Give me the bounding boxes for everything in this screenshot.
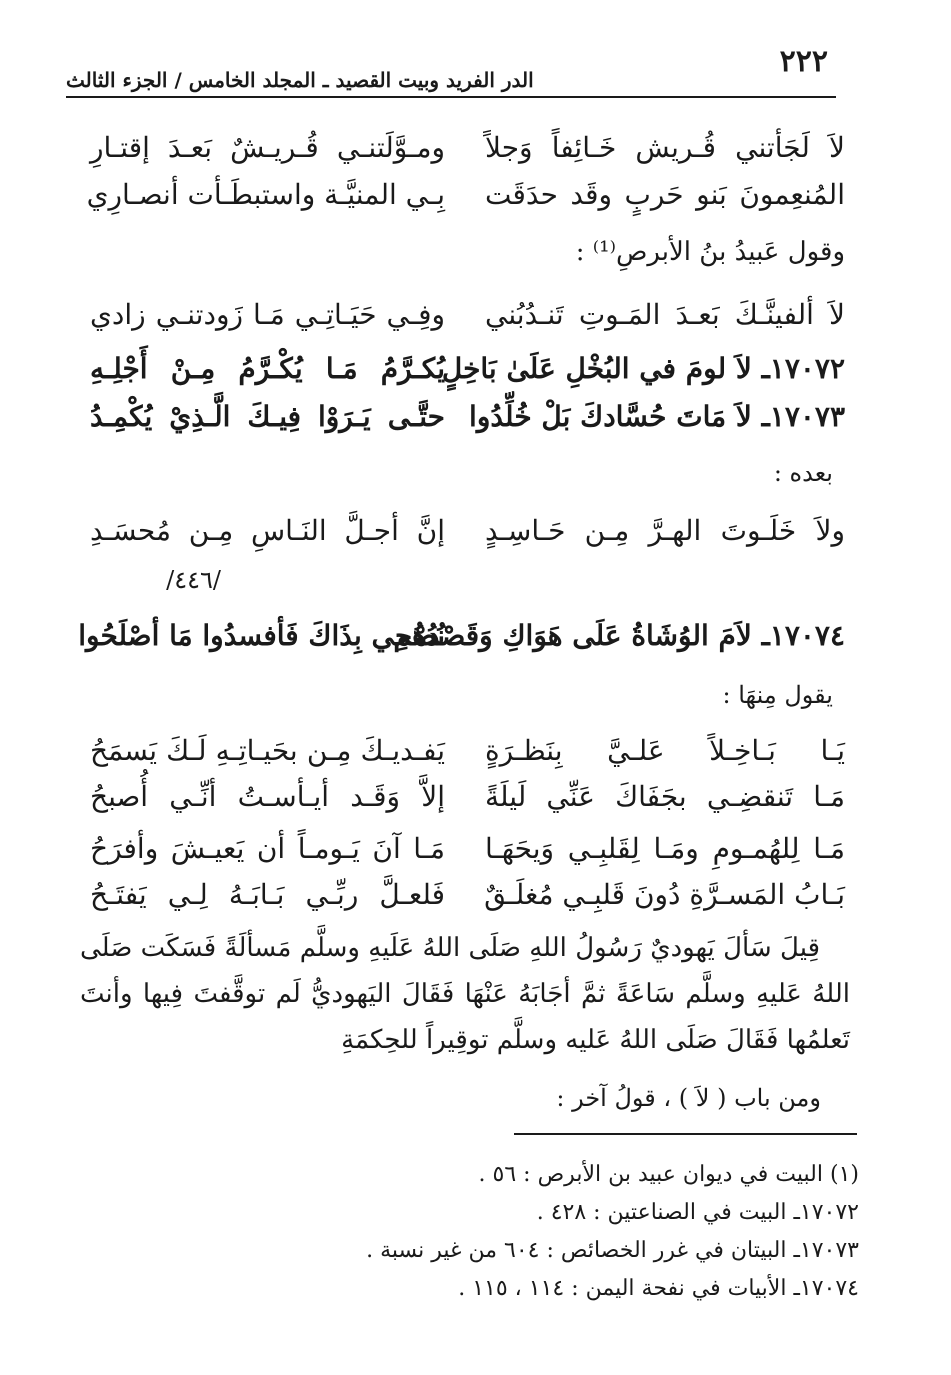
intro-abid: وقول عَبيدُ بنُ الأبرصِ⁽¹⁾ : bbox=[575, 237, 845, 267]
verse-second-hemistich: مَـا آنَ يَـومـاً أن يَعيـشَ وأفرَحُ bbox=[90, 832, 445, 865]
verse-line bbox=[70, 172, 845, 218]
verse-number: ١٧٠٧٢ـ bbox=[761, 352, 845, 385]
verse-second-hemistich: بِـي المنيَّـة واستبطَـأت أنصـارِي bbox=[86, 178, 445, 211]
numbered-verse-17073 bbox=[70, 394, 845, 440]
verse-number: ١٧٠٧٣ـ bbox=[761, 400, 845, 433]
verse-second-hemistich: وفِـي حَيَـاتِـي مَـا زَودتنـي زادي bbox=[90, 298, 445, 331]
verse-line bbox=[70, 826, 845, 872]
header-rule bbox=[66, 96, 836, 98]
verse-first-hemistich: يَـا بَـاخِـلاً عَلـيَّ بِنَظـرَةٍ bbox=[485, 734, 845, 767]
verse-number: ١٧٠٧٤ـ bbox=[761, 619, 845, 652]
after-label: بعده : bbox=[773, 459, 833, 487]
footnote: ١٧٠٧٣ـ البيتان في غرر الخصائص : ٦٠٤ من غير نسبة . bbox=[366, 1238, 859, 1263]
verse-line bbox=[70, 125, 845, 171]
verse-second-hemistich: يَفـديـكَ مِـن بحَيـاتِـهِ لَـكَ يَسمَحُ bbox=[90, 734, 445, 767]
verse-first-text: لاَمَ الوُشَاةُ عَلَى هَوَاكِ وَقَصْدُهُم bbox=[393, 619, 752, 652]
verse-line bbox=[70, 292, 845, 338]
footnotes bbox=[79, 1156, 859, 1308]
verse-first-hemistich bbox=[393, 613, 845, 659]
verse-second-hemistich: نُصْحِي بِذَاكَ فَأفسدُوا مَا أصْلَحُوا bbox=[78, 619, 445, 652]
page-reference bbox=[166, 560, 841, 600]
footnote-rule bbox=[514, 1133, 857, 1135]
verse-second-hemistich: ومـوَّلَتنـي قُـريـشٌ بَعـدَ إقتـارِ bbox=[90, 131, 445, 164]
verse-first-hemistich: مَـا تَنقضِـي بجَفَاكَ عَنِّي لَيلَةً bbox=[485, 780, 845, 813]
verse-second-hemistich: يُكـرَّمُ مَـا يُكْـرَّمُ مِـنْ أَجْلِـهِ bbox=[90, 352, 445, 385]
verse-first-hemistich: المُنعِمونَ بَنو حَربٍ وقَد حدَقَت bbox=[485, 178, 845, 211]
verse-first-hemistich: مَـا لِلهُمـومِ ومَـا لِقَلبِـي وَيحَهَـا bbox=[485, 832, 845, 865]
verse-first-hemistich: ولاَ خَلَـوتَ الهـرَّ مِـن حَـاسِـدٍ bbox=[485, 514, 845, 547]
verse-first-hemistich bbox=[469, 394, 845, 440]
verse-first-hemistich bbox=[441, 346, 845, 392]
page-number: ٢٢٢ bbox=[779, 44, 828, 79]
verse-first-text: لاَ مَاتَ حُسَّادكَ بَلْ خُلِّدُوا bbox=[469, 400, 752, 433]
verse-first-hemistich: لاَ ألفينَّـكَ بَعـدَ المَـوتِ تَنـدُبُني bbox=[485, 298, 845, 331]
verse-first-text: لاَ لومَ في البُخْلِ عَلَىٰ بَاخِلٍ bbox=[441, 352, 752, 385]
verse-second-hemistich: إنَّ أجـلَّ النَـاسِ مِـن مُحسَـدِ bbox=[90, 514, 445, 547]
verse-line bbox=[70, 508, 845, 554]
prose-paragraph bbox=[80, 925, 850, 1063]
page-reference-text: /٤٤٦/ bbox=[166, 566, 221, 594]
verse-line bbox=[70, 728, 845, 774]
verse-first-hemistich: بَـابُ المَسـرَّةِ دُونَ قَلبِـي مُغلَـقٌ bbox=[484, 878, 845, 911]
verse-second-hemistich: إلاَّ وَقَـد أيـأسـتُ أنِّـي أُصبحُ bbox=[90, 780, 445, 813]
verse-first-hemistich: لاَ لَجَأتني قُـريش خَـائِفاً وَجلاً bbox=[485, 131, 845, 164]
from-it-label: يقول مِنهَا : bbox=[722, 681, 833, 709]
numbered-verse-17074 bbox=[70, 613, 845, 659]
numbered-verse-17072 bbox=[70, 346, 845, 392]
verse-line bbox=[70, 774, 845, 820]
verse-line bbox=[70, 872, 845, 918]
footnote: ١٧٠٧٢ـ البيت في الصناعتين : ٤٢٨ . bbox=[536, 1200, 859, 1225]
footnote: (١) البيت في ديوان عبيد بن الأبرص : ٥٦ . bbox=[478, 1162, 859, 1187]
running-title: الدر الفريد وبيت القصيد ـ المجلد الخامس / الجزء الثالث bbox=[66, 68, 534, 92]
verse-second-hemistich: حتَّـى يَـرَوْا فِيـكَ الَّـذِيْ يُكْمِـدُ bbox=[90, 400, 445, 433]
prose-text: قِيلَ سَألَ يَهوديٌ رَسُولُ اللهِ صَلَى اللهُ عَلَيهِ وسلَّم مَسألَةً فَسَكَت صَلَى اللهُ عَليهِ وسلَّم سَاعَةً ثمَّ أجَابَهُ عَنْهَا فَقَالَ اليَهوديُّ لَم توقَّفتَ فِيها وأنتَ تَعلمُها فَقَالَ صَلَى اللهُ عَليه وسلَّم توقِيراً للحِكمَةِ bbox=[80, 933, 850, 1055]
page-header bbox=[66, 44, 836, 96]
footnote: ١٧٠٧٤ـ الأبيات في نفحة اليمن : ١١٤ ، ١١٥ . bbox=[458, 1276, 859, 1301]
verse-second-hemistich: فَلعـلَّ ربِّـي بَـابَـهُ لِـي يَفتَـحُ bbox=[90, 878, 445, 911]
next-section-label: ومن باب ( لاَ ) ، قولُ آخر : bbox=[556, 1084, 821, 1112]
